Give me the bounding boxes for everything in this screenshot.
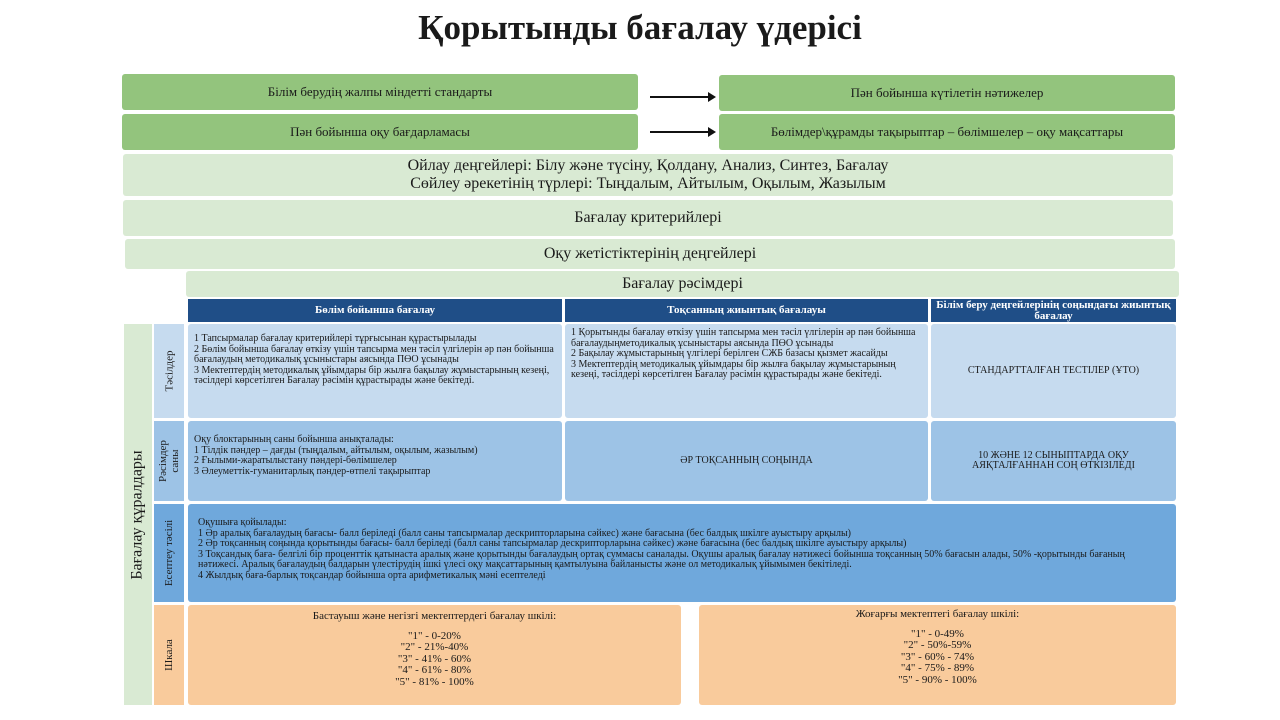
procedures-box: Бағалау рәсімдері: [186, 271, 1179, 297]
row-label-calculation-text: Есептеу тәсілі: [163, 519, 175, 587]
arrow-right-icon: [650, 131, 714, 133]
count-section-line: Оқу блоктарының саны бойынша анықталады:: [194, 434, 394, 445]
approaches-quarter-line: 2 Бақылау жұмыстарының үлгілері берілген СЖБ базасы қызмет жасайды: [571, 348, 888, 359]
row-label-calculation: [154, 504, 184, 602]
row-label-approaches-text: Тәсілдер: [163, 350, 176, 392]
calculation-cell: [188, 504, 1176, 602]
row-label-count-text: Рәсімдер саны: [157, 440, 182, 482]
count-section-cell: [188, 421, 562, 501]
column-header-quarter: Тоқсанның жиынтық бағалауы: [565, 299, 928, 322]
approaches-section-line: 1 Тапсырмалар бағалау критерийлері тұрғысынан құрастырылады: [194, 333, 477, 344]
row-label-count: [154, 421, 184, 501]
approaches-quarter-cell: [565, 324, 928, 418]
basic-scale-title: Бастауыш және негізгі мектептердегі бағалау шкілі:: [312, 610, 557, 622]
basic-scale-cell: [188, 605, 681, 705]
criteria-box: Бағалау критерийлері: [123, 200, 1173, 236]
upper-scale-item: "4" - 75% - 89%: [900, 662, 975, 674]
count-section-line: 1 Тілдік пәндер – дағды (тыңдалым, айтылым, оқылым, жазылым): [194, 444, 478, 456]
upper-scale-item: "2" - 50%-59%: [903, 639, 972, 651]
thinking-levels-box: [123, 154, 1173, 196]
upper-scale-cell: [699, 605, 1176, 705]
approaches-section-line: 2 Бөлім бойынша бағалау өткізу үшін тапсырма мен тәсіл үлгілерін әр пән бойынша бағалаудың методикалық ұсыныстары аясында ПӨО ұсынады: [194, 343, 554, 365]
column-header-section: Бөлім бойынша бағалау: [188, 299, 562, 322]
page-title: Қорытынды бағалау үдерісі: [418, 8, 862, 47]
count-section-line: 3 Әлеуметтік-гуманитарлық пәндер-өтпелі тақырыптар: [194, 465, 431, 477]
count-section-line: 2 Ғылыми-жаратылыстану пәндері-бөлімшелер: [194, 455, 397, 466]
row-label-scale-text: Шкала: [163, 639, 175, 671]
row-label-approaches: [154, 324, 184, 418]
thinking-levels-text: Ойлау деңгейлері: Білу және түсіну, Қолдану, Анализ, Синтез, Бағалау: [407, 157, 889, 174]
approaches-section-cell: [188, 324, 562, 418]
calculation-line: 3 Тоқсандық баға- белгілі бір проценттік қатынаста аралық және қорытынды бағалаудың ортақ суммасы саналады. Оқушы аралық бағалау нәтижесі бойынша тоқсанның 50% бағасын алады, 50% -қорытынды бағаның нәтижесі. Аралық бағалаудың балдарын үлестірудің ішкі үлесі оқу мақсаттарының қамтылуына байланысты және ол методикалық ұйымымен бекітіледі.: [198, 548, 1125, 570]
upper-scale-item: "5" - 90% - 100%: [898, 673, 977, 686]
calculation-line: Оқушыға қойылады:: [198, 517, 287, 528]
upper-scale-title: Жоғарғы мектептегі бағалау шкілі:: [855, 608, 1020, 620]
upper-scale-item: "1" - 0-49%: [911, 627, 964, 640]
approaches-final-cell: СТАНДАРТТАЛҒАН ТЕСТІЛЕР (ҰТО): [931, 324, 1176, 418]
basic-scale-item: "4" - 61% - 80%: [397, 664, 472, 676]
basic-scale-item: "5" - 81% - 100%: [395, 675, 474, 688]
approaches-section-line: 3 Мектептердің методикалық ұйымдары бір жылға бақылау жұмыстарының кезеңі, тәсілдері көрсетілген Бағалау рәсімін құрастырады және бекітеді.: [194, 364, 550, 386]
approaches-quarter-line: 3 Мектептердің методикалық ұйымдары бір жылға бақылау жұмыстарының кезеңі, тәсілдері көрсетілген Бағалау рәсімін құрастырады және бекітеді.: [571, 358, 896, 380]
calculation-line: 4 Жылдық баға-барлық тоқсандар бойынша орта арифметикалық мәні есептеледі: [198, 569, 546, 581]
basic-scale-item: "2" - 21%-40%: [400, 641, 469, 653]
upper-scale-item: "3" - 60% - 74%: [900, 650, 975, 663]
column-header-final: Білім беру деңгейлерінің соңындағы жиынтық бағалау: [931, 299, 1176, 322]
count-final-cell: 10 ЖӘНЕ 12 СЫНЫПТАРДА ОҚУ АЯҚТАЛҒАННАН СОҢ ӨТКІЗІЛЕДІ: [931, 421, 1176, 501]
speech-types-text: Сөйлеу әрекетінің түрлері: Тыңдалым, Айтылым, Оқылым, Жазылым: [410, 175, 886, 192]
achievement-levels-box: Оқу жетістіктерінің деңгейлері: [125, 239, 1175, 269]
count-quarter-cell: ӘР ТОҚСАННЫҢ СОҢЫНДА: [565, 421, 928, 501]
row-label-scale: [154, 605, 184, 705]
basic-scale-item: "1" - 0-20%: [408, 629, 461, 642]
expected-results-box: Пән бойынша күтілетін нәтижелер: [719, 75, 1175, 111]
assessment-tools-text: Бағалау құралдары: [129, 449, 147, 580]
program-box: Пән бойынша оқу бағдарламасы: [122, 114, 638, 150]
calculation-line: 1 Әр аралық бағалаудың бағасы- балл беріледі (балл саны тапсырмалар дескрипторларына сәйкес) және бағасына (бес балдық шкілге ауыстыру арқылы): [198, 527, 851, 539]
assessment-tools-label: [124, 324, 152, 705]
standard-box: Білім берудің жалпы міндетті стандарты: [122, 74, 638, 110]
approaches-quarter-line: 1 Қорытынды бағалау өткізу үшін тапсырма мен тәсіл үлгілерін әр пән бойынша бағалаудыңметодикалық ұсыныстары аясында ПӨО ұсынады: [571, 327, 916, 349]
sections-box: Бөлімдер\құрамды тақырыптар – бөлімшелер – оқу мақсаттары: [719, 114, 1175, 150]
calculation-line: 2 Әр тоқсанның соңында қорытынды бағасы- балл беріледі (балл саны тапсырмалар дескрипторларына сәйкес) және бағасына (бес балдық шкілге ауыстыру арқылы): [198, 538, 907, 549]
arrow-right-icon: [650, 96, 714, 98]
basic-scale-item: "3" - 41% - 60%: [397, 652, 472, 665]
